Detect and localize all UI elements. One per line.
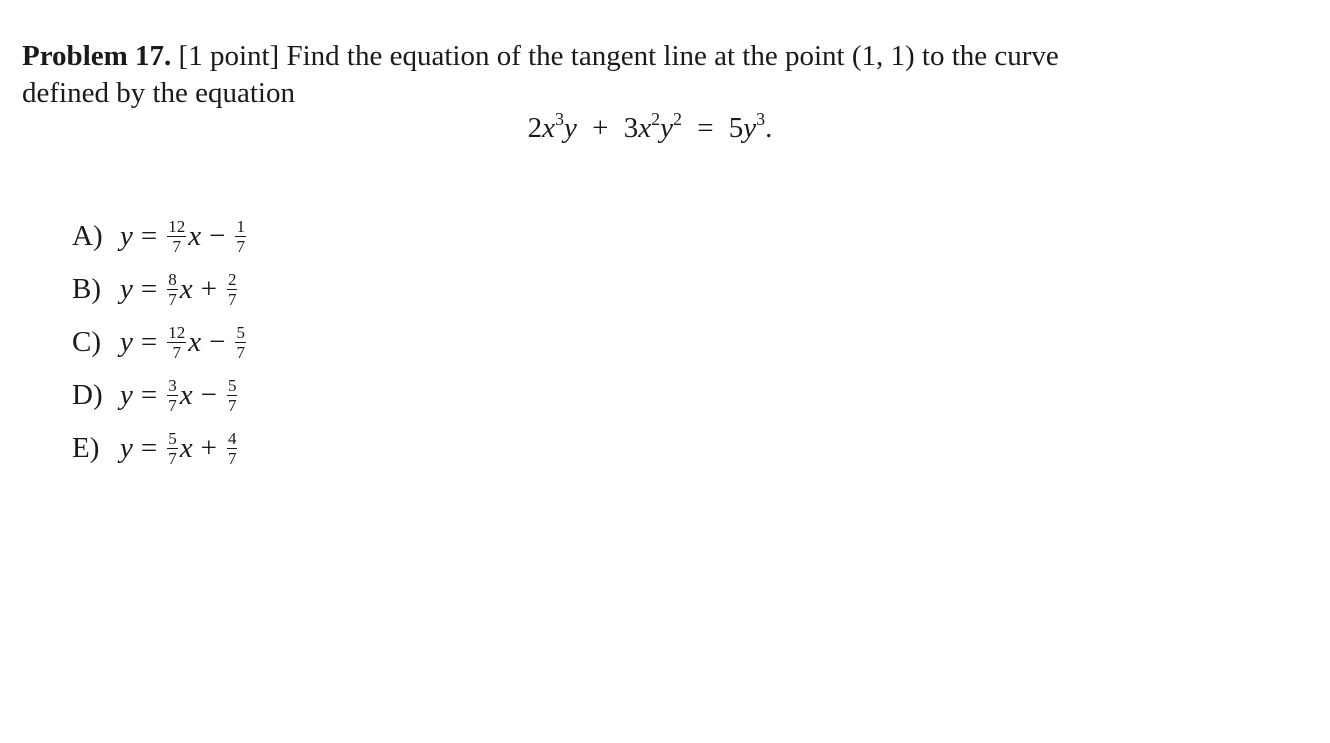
choice-equals: = — [140, 432, 158, 464]
problem-points: [1 point] — [178, 40, 280, 72]
choice-x: x — [179, 432, 193, 464]
eq-equals: = — [697, 112, 714, 144]
answer-choices — [72, 210, 248, 475]
intercept-numerator: 5 — [227, 376, 237, 395]
choice-operator: − — [209, 220, 226, 252]
intercept-denominator: 7 — [227, 449, 237, 468]
choice-e[interactable] — [72, 422, 248, 475]
intercept-fraction — [227, 430, 238, 467]
choice-operator: − — [209, 326, 226, 358]
slope-fraction — [167, 430, 178, 467]
eq-exp4: 3 — [756, 109, 766, 129]
choice-x: x — [179, 379, 193, 411]
choice-equals: = — [140, 326, 158, 358]
slope-fraction — [167, 377, 178, 414]
choice-lhs: y — [120, 326, 133, 358]
intercept-numerator: 5 — [236, 323, 245, 342]
eq-var1: x — [542, 112, 555, 144]
problem-heading: Problem 17. — [22, 40, 172, 72]
choice-operator: + — [200, 273, 217, 305]
intercept-fraction — [227, 271, 238, 308]
eq-coef1: 2 — [527, 112, 543, 144]
eq-coef3: 5 — [728, 112, 744, 144]
curve-equation — [0, 109, 1300, 145]
intercept-fraction — [235, 218, 246, 255]
intercept-denominator: 7 — [236, 237, 245, 256]
intercept-numerator: 2 — [227, 270, 237, 289]
problem-statement — [22, 38, 1312, 112]
slope-denominator: 7 — [172, 237, 181, 256]
slope-fraction — [167, 218, 186, 255]
choice-equals: = — [140, 273, 158, 305]
choice-x: x — [179, 273, 193, 305]
intercept-numerator: 1 — [236, 217, 245, 236]
choice-x: x — [188, 220, 202, 252]
eq-period: . — [765, 112, 773, 144]
eq-exp3: 2 — [672, 109, 682, 129]
intercept-numerator: 4 — [227, 429, 237, 448]
choice-lhs: y — [120, 220, 133, 252]
choice-a[interactable] — [72, 210, 248, 263]
intercept-fraction — [227, 377, 238, 414]
choice-lhs: y — [120, 432, 133, 464]
slope-fraction — [167, 324, 186, 361]
slope-numerator: 3 — [168, 376, 177, 395]
eq-coef2: 3 — [623, 112, 639, 144]
slope-denominator: 7 — [172, 343, 181, 362]
slope-numerator: 12 — [168, 217, 186, 236]
slope-numerator: 8 — [168, 270, 177, 289]
eq-var2: y — [563, 112, 577, 144]
eq-exp2: 2 — [651, 109, 661, 129]
choice-c[interactable] — [72, 316, 248, 369]
choice-lhs: y — [120, 273, 133, 305]
choice-lhs: y — [120, 379, 133, 411]
intercept-denominator: 7 — [227, 290, 237, 309]
intercept-fraction — [235, 324, 246, 361]
choice-equals: = — [140, 220, 158, 252]
slope-denominator: 7 — [168, 396, 177, 415]
slope-numerator: 12 — [168, 323, 186, 342]
eq-var5: y — [743, 112, 757, 144]
choice-equals: = — [140, 379, 158, 411]
choice-letter: E) — [72, 432, 100, 464]
choice-d[interactable] — [72, 369, 248, 422]
slope-fraction — [167, 271, 178, 308]
choice-x: x — [188, 326, 202, 358]
intercept-denominator: 7 — [227, 396, 237, 415]
eq-var3: x — [638, 112, 652, 144]
slope-denominator: 7 — [168, 290, 177, 309]
choice-b[interactable] — [72, 263, 248, 316]
slope-denominator: 7 — [168, 449, 177, 468]
problem-text-line1: Find the equation of the tangent line at the point (1, 1) to the curve — [286, 40, 1059, 72]
intercept-denominator: 7 — [236, 343, 245, 362]
choice-operator: + — [200, 432, 217, 464]
choice-operator: − — [200, 379, 217, 411]
choice-letter: C) — [72, 326, 101, 358]
eq-plus: + — [592, 112, 609, 144]
choice-letter: B) — [72, 273, 101, 305]
choice-letter: D) — [72, 379, 103, 411]
eq-exp1: 3 — [554, 109, 564, 129]
choice-letter: A) — [72, 220, 103, 252]
eq-var4: y — [660, 112, 673, 144]
problem-text-line2: defined by the equation — [22, 77, 295, 109]
slope-numerator: 5 — [168, 429, 177, 448]
